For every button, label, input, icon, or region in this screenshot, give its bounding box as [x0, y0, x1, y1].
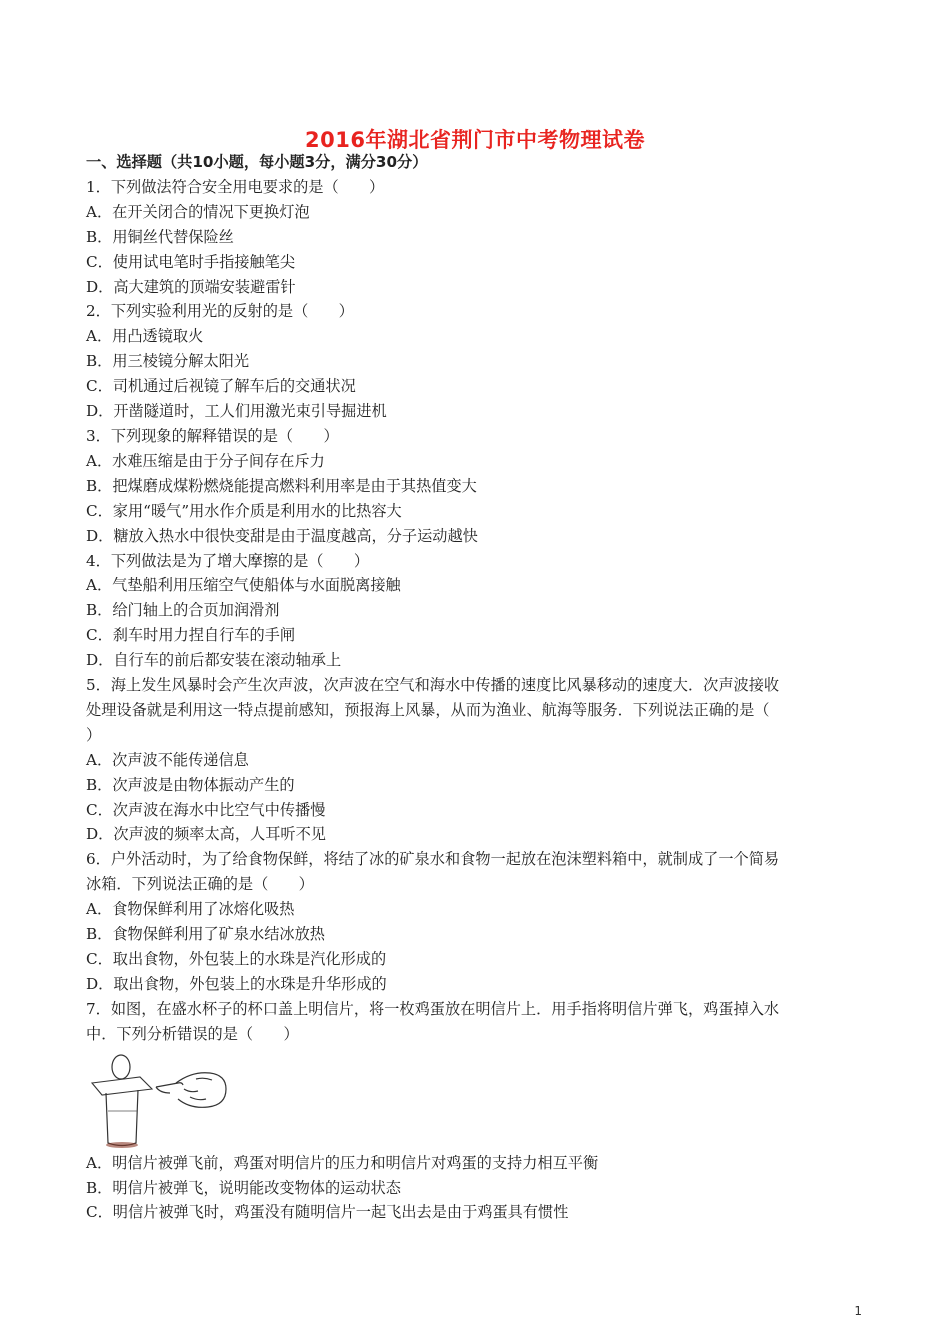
question-4-option-d: D．自行车的前后都安装在滚动轴承上: [86, 651, 342, 670]
question-1-option-a: A．在开关闭合的情况下更换灯泡: [86, 202, 310, 221]
question-1-option-d: D．高大建筑的顶端安装避雷针: [86, 277, 296, 296]
question-2-option-b: B．用三棱镜分解太阳光: [86, 352, 250, 371]
question-6-stem-line-2: 冰箱．下列说法正确的是（ ）: [86, 875, 314, 894]
question-6-option-c: C．取出食物，外包装上的水珠是汽化形成的: [86, 950, 387, 968]
question-2-option-d: D．开凿隧道时，工人们用激光束引导掘进机: [86, 402, 387, 421]
question-6-option-d: D．取出食物，外包装上的水珠是升华形成的: [86, 974, 387, 993]
page-title: 2016年湖北省荆门市中考物理试卷: [305, 128, 645, 152]
section-heading: 一、选择题（共10小题，每小题3分，满分30分）: [86, 153, 428, 171]
question-3-option-c: C．家用“暖气”用水作介质是利用水的比热容大: [86, 501, 402, 520]
question-5-stem-line-3: ）: [86, 725, 102, 744]
postcard-icon: [92, 1077, 152, 1095]
question-5-option-c: C．次声波在海水中比空气中传播慢: [86, 800, 326, 819]
question-2-option-c: C．司机通过后视镜了解车后的交通状况: [86, 377, 356, 396]
question-2-stem: 2．下列实验利用光的反射的是（ ）: [86, 302, 354, 321]
question-1-option-c: C．使用试电笔时手指接触笔尖: [86, 252, 296, 271]
question-4-option-b: B．给门轴上的合页加润滑剂: [86, 601, 280, 620]
question-3-option-b: B．把煤磨成煤粉燃烧能提高燃料利用率是由于其热值变大: [86, 476, 477, 495]
question-6-stem-line-1: 6．户外活动时，为了给食物保鲜，将结了冰的矿泉水和食物一起放在泡沫塑料箱中，就制成了一个简易: [86, 850, 780, 869]
exam-content: [86, 150, 866, 1225]
page-number: 1: [854, 1304, 862, 1318]
question-7-stem-line-2: 中．下列分析错误的是（ ）: [86, 1024, 299, 1043]
question-5-option-a: A．次声波不能传递信息: [86, 750, 249, 769]
question-5-stem-line-1: 5．海上发生风暴时会产生次声波，次声波在空气和海水中传播的速度比风暴移动的速度大．次声波接收: [86, 676, 780, 695]
question-4-stem: 4．下列做法是为了增大摩擦的是（ ）: [86, 551, 370, 570]
question-7-option-b: B．明信片被弹飞，说明能改变物体的运动状态: [86, 1178, 401, 1197]
question-4-option-c: C．刹车时用力捏自行车的手闸: [86, 626, 296, 645]
question-6-option-a: A．食物保鲜利用了冰熔化吸热: [86, 900, 295, 919]
cup-icon: [106, 1090, 138, 1146]
question-5-option-d: D．次声波的频率太高，人耳听不见: [86, 825, 326, 844]
flicking-hand-icon: [156, 1072, 226, 1107]
question-5-stem-line-2: 处理设备就是利用这一特点提前感知，预报海上风暴，从而为渔业、航海等服务．下列说法正确的是（: [86, 700, 770, 719]
question-7-option-a: A．明信片被弹飞前，鸡蛋对明信片的压力和明信片对鸡蛋的支持力相互平衡: [86, 1153, 599, 1172]
question-3-stem: 3．下列现象的解释错误的是（ ）: [86, 426, 339, 445]
cup-base: [106, 1142, 138, 1148]
egg-postcard-figure: [86, 1047, 866, 1151]
question-7-stem-line-1: 7．如图，在盛水杯子的杯口盖上明信片，将一枚鸡蛋放在明信片上．用手指将明信片弹飞，鸡蛋掉入水: [86, 999, 780, 1018]
question-1-option-b: B．用铜丝代替保险丝: [86, 227, 234, 246]
question-7-option-c: C．明信片被弹飞时，鸡蛋没有随明信片一起飞出去是由于鸡蛋具有惯性: [86, 1203, 569, 1222]
question-5-option-b: B．次声波是由物体振动产生的: [86, 775, 295, 794]
question-3-option-d: D．糖放入热水中很快变甜是由于温度越高，分子运动越快: [86, 526, 478, 545]
question-2-option-a: A．用凸透镜取火: [86, 327, 204, 346]
question-4-option-a: A．气垫船利用压缩空气使船体与水面脱离接触: [86, 576, 401, 595]
question-1-stem: 1．下列做法符合安全用电要求的是（ ）: [86, 177, 385, 196]
egg-cup-hand-illustration: [86, 1049, 236, 1149]
egg-icon: [112, 1055, 130, 1079]
question-6-option-b: B．食物保鲜利用了矿泉水结冰放热: [86, 925, 325, 944]
question-3-option-a: A．水难压缩是由于分子间存在斥力: [86, 451, 325, 470]
